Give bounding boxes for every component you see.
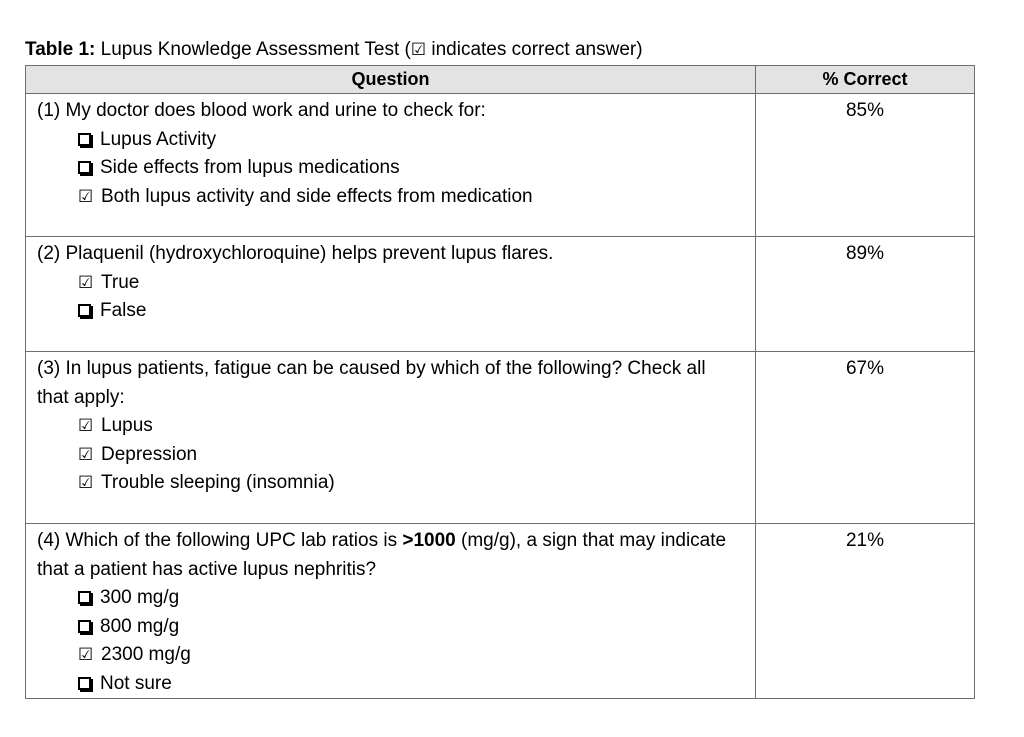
- option-text: Side effects from lupus medications: [100, 157, 400, 178]
- checked-box-icon: ☑: [78, 473, 94, 493]
- answer-option: [37, 584, 745, 613]
- answer-option: [37, 670, 745, 699]
- checked-box-icon: ☑: [78, 186, 94, 207]
- empty-checkbox-icon: [78, 161, 91, 174]
- empty-checkbox-icon: [78, 677, 91, 690]
- percent-correct-cell: 85%: [756, 94, 975, 237]
- checked-box-icon: ☑: [410, 40, 427, 60]
- question-text-part: (4) Which of the following UPC lab ratios is: [37, 530, 403, 551]
- caption-label: Table 1:: [25, 39, 96, 60]
- table-row: [26, 524, 975, 699]
- checked-box-icon: ☑: [78, 272, 94, 293]
- option-text: Trouble sleeping (insomnia): [101, 472, 335, 493]
- empty-checkbox-icon: [78, 304, 91, 317]
- answer-option: [37, 613, 745, 642]
- caption-text-end: indicates correct answer): [426, 39, 643, 60]
- header-percent-correct: % Correct: [756, 66, 975, 94]
- answer-option: [37, 126, 745, 155]
- table-caption: [25, 38, 643, 62]
- empty-checkbox-icon: [78, 620, 91, 633]
- question-text-part: (mg/g), a sign that may indicate that a patient has active lupus nephritis?: [37, 530, 727, 580]
- header-question: Question: [26, 66, 756, 94]
- checked-box-icon: ☑: [78, 444, 94, 465]
- question-text: [37, 527, 745, 584]
- question-threshold: >1000: [402, 530, 456, 551]
- question-text: (3) In lupus patients, fatigue can be caused by which of the following? Check all that apply:: [37, 358, 706, 408]
- option-text: Not sure: [100, 672, 172, 694]
- answer-option: [37, 441, 745, 470]
- empty-checkbox-icon: [78, 591, 91, 604]
- answer-option: [37, 469, 745, 498]
- answer-option: [37, 641, 745, 670]
- option-text: 2300 mg/g: [101, 644, 191, 665]
- question-cell: [26, 237, 756, 352]
- question-cell: [26, 524, 756, 699]
- option-text: 800 mg/g: [100, 615, 180, 637]
- option-text: Lupus: [101, 415, 153, 436]
- answer-option: [37, 412, 745, 441]
- question-cell: [26, 352, 756, 524]
- answer-option: [37, 269, 745, 298]
- question-text: (2) Plaquenil (hydroxychloroquine) helps prevent lupus flares.: [37, 243, 554, 264]
- answer-option: [37, 183, 745, 212]
- checked-box-icon: ☑: [78, 416, 94, 436]
- option-text: False: [100, 300, 147, 321]
- caption-text: Lupus Knowledge Assessment Test (: [95, 39, 411, 60]
- empty-checkbox-icon: [78, 133, 91, 146]
- table-row: [26, 94, 975, 237]
- question-cell: [26, 94, 756, 237]
- option-text: Both lupus activity and side effects from medication: [101, 185, 533, 207]
- knowledge-table: [25, 65, 975, 699]
- answer-option: [37, 154, 745, 183]
- option-text: Lupus Activity: [100, 128, 217, 150]
- option-text: True: [101, 271, 140, 293]
- table-row: [26, 237, 975, 352]
- checked-box-icon: ☑: [78, 645, 94, 665]
- table-row: [26, 352, 975, 524]
- percent-correct-cell: 89%: [756, 237, 975, 352]
- option-text: Depression: [101, 443, 198, 465]
- percent-correct-cell: 21%: [756, 524, 975, 699]
- question-text: (1) My doctor does blood work and urine to check for:: [37, 100, 486, 121]
- header-row: [26, 66, 975, 94]
- percent-correct-cell: 67%: [756, 352, 975, 524]
- option-text: 300 mg/g: [100, 587, 180, 608]
- answer-option: [37, 297, 745, 326]
